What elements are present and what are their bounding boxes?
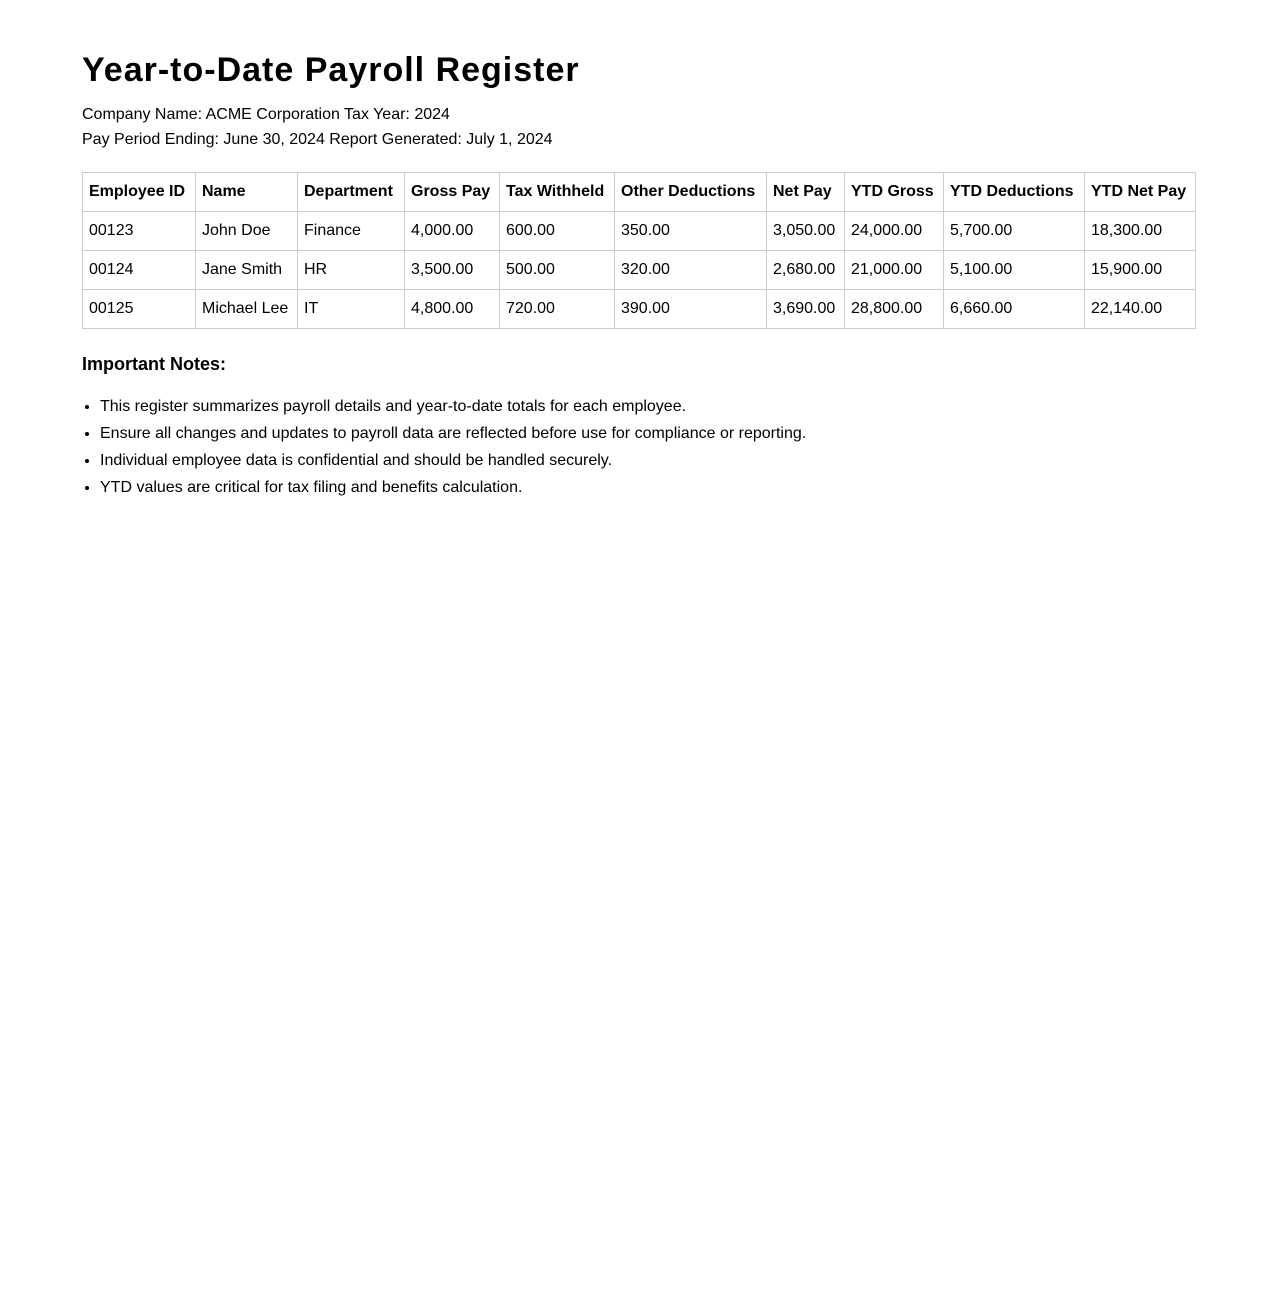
cell-ytd-net-pay: 22,140.00 [1085, 290, 1196, 329]
cell-other-deductions: 320.00 [615, 251, 767, 290]
payroll-register-page [0, 0, 1278, 501]
cell-other-deductions: 390.00 [615, 290, 767, 329]
col-other-deductions: Other Deductions [615, 173, 767, 212]
col-name: Name [196, 173, 298, 212]
notes-list [82, 393, 1196, 501]
cell-ytd-deductions: 5,700.00 [944, 212, 1085, 251]
pay-period-report-line: Pay Period Ending: June 30, 2024 Report Generated: July 1, 2024 [82, 131, 553, 148]
cell-ytd-gross: 24,000.00 [845, 212, 944, 251]
cell-department: Finance [298, 212, 405, 251]
col-department: Department [298, 173, 405, 212]
cell-ytd-gross: 21,000.00 [845, 251, 944, 290]
cell-employee-id: 00124 [83, 251, 196, 290]
note-item: • YTD values are critical for tax filing and benefits calculation. [100, 474, 1196, 501]
company-tax-year-line: Company Name: ACME Corporation Tax Year: 2024 [82, 106, 450, 123]
cell-tax-withheld: 720.00 [500, 290, 615, 329]
cell-name: Jane Smith [196, 251, 298, 290]
cell-ytd-net-pay: 18,300.00 [1085, 212, 1196, 251]
col-ytd-gross: YTD Gross [845, 173, 944, 212]
cell-department: IT [298, 290, 405, 329]
cell-ytd-gross: 28,800.00 [845, 290, 944, 329]
notes-heading: Important Notes: [82, 354, 226, 374]
note-item: • Ensure all changes and updates to payroll data are reflected before use for compliance or reporting. [100, 420, 1196, 447]
cell-tax-withheld: 500.00 [500, 251, 615, 290]
cell-name: John Doe [196, 212, 298, 251]
cell-net-pay: 3,050.00 [767, 212, 845, 251]
table-row [83, 251, 1196, 290]
note-item: • This register summarizes payroll details and year-to-date totals for each employee. [100, 393, 1196, 420]
payroll-table [82, 172, 1196, 329]
col-net-pay: Net Pay [767, 173, 845, 212]
page-title: Year-to-Date Payroll Register [82, 51, 580, 89]
cell-other-deductions: 350.00 [615, 212, 767, 251]
col-gross-pay: Gross Pay [405, 173, 500, 212]
note-item: • Individual employee data is confidential and should be handled securely. [100, 447, 1196, 474]
cell-net-pay: 2,680.00 [767, 251, 845, 290]
cell-employee-id: 00125 [83, 290, 196, 329]
cell-tax-withheld: 600.00 [500, 212, 615, 251]
table-row [83, 290, 1196, 329]
cell-ytd-deductions: 5,100.00 [944, 251, 1085, 290]
col-ytd-deductions: YTD Deductions [944, 173, 1085, 212]
table-row [83, 212, 1196, 251]
cell-ytd-net-pay: 15,900.00 [1085, 251, 1196, 290]
cell-ytd-deductions: 6,660.00 [944, 290, 1085, 329]
cell-gross-pay: 3,500.00 [405, 251, 500, 290]
col-ytd-net-pay: YTD Net Pay [1085, 173, 1196, 212]
cell-gross-pay: 4,000.00 [405, 212, 500, 251]
cell-net-pay: 3,690.00 [767, 290, 845, 329]
col-tax-withheld: Tax Withheld [500, 173, 615, 212]
table-header-row [83, 173, 1196, 212]
col-employee-id: Employee ID [83, 173, 196, 212]
cell-name: Michael Lee [196, 290, 298, 329]
cell-employee-id: 00123 [83, 212, 196, 251]
cell-department: HR [298, 251, 405, 290]
cell-gross-pay: 4,800.00 [405, 290, 500, 329]
